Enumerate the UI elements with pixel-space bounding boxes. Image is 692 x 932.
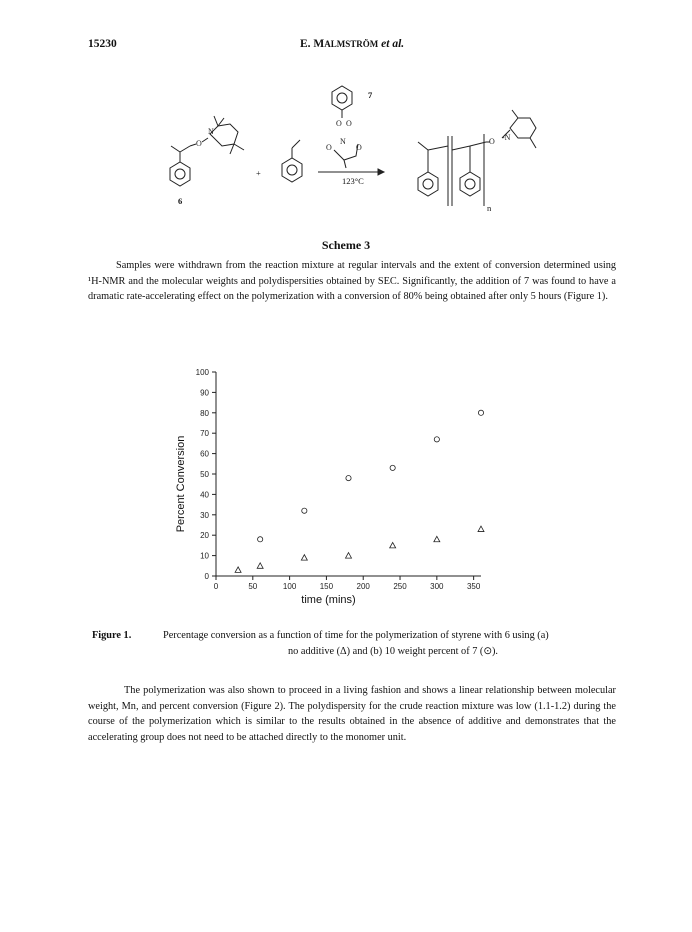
triangle-point (434, 536, 440, 542)
figure-1-caption-line-1: Percentage conversion as a function of time for the polymerization of styrene with 6 using (a) (163, 630, 549, 641)
circle-point (434, 437, 439, 442)
svg-text:O: O (196, 139, 202, 148)
triangle-point (346, 553, 352, 559)
x-axis-label: time (mins) (301, 594, 356, 606)
triangle-point (390, 542, 396, 548)
compound-7-label: 7 (368, 90, 373, 100)
svg-text:N: N (208, 127, 214, 136)
repeat-unit-n: n (487, 203, 492, 213)
circle-point (478, 410, 483, 415)
x-tick-label: 50 (248, 582, 258, 591)
svg-text:O: O (346, 119, 352, 128)
x-tick-label: 350 (466, 582, 481, 591)
x-tick-label: 250 (393, 582, 407, 591)
y-tick-label: 0 (204, 572, 209, 581)
y-tick-label: 50 (200, 470, 209, 479)
x-tick-label: 100 (282, 582, 297, 591)
paragraph-2: The polymerization was also shown to proceed in a living fashion and shows a linear relationship between molecular weight, Mn, and percent conversion (Figure 2). The polydispersity for the crude reaction mixture was low (1.1-1.2) during the course of the polymerization which is similar to the results obtained in the absence of additive and demonstrates that the accelerating group does not need to be attached directly to the monomer unit. (88, 685, 616, 743)
circle-point (302, 508, 307, 513)
y-tick-label: 40 (200, 490, 209, 500)
styrene-structure (282, 140, 302, 182)
scheme-title: Scheme 3 (321, 238, 371, 252)
svg-text:N: N (340, 137, 346, 146)
paragraph-1: Samples were withdrawn from the reaction mixture at regular intervals and the extent of conversion determined using ¹H-NMR and the molecular weights and polydispersities obtained by SEC. Significantly, the addition of 7 was found to have a dramatic rate-accelerating effect on the polymerization with a conversion of 80% being obtained after only 5 hours (Figure 1). (88, 260, 616, 303)
x-tick-label: 150 (319, 582, 334, 591)
svg-text:O: O (356, 143, 362, 152)
compound-6-label: 6 (178, 196, 183, 206)
y-tick-label: 100 (195, 368, 209, 377)
circle-point (390, 465, 395, 470)
compound-6-structure (170, 116, 244, 186)
y-tick-label: 10 (200, 551, 209, 561)
page-number: 15230 (88, 38, 117, 50)
svg-text:O: O (489, 137, 495, 146)
y-tick-label: 90 (200, 388, 209, 398)
x-tick-label: 200 (356, 582, 370, 591)
temperature-label: 123°C (342, 176, 364, 186)
running-header-smallcaps: ALMSTRÖM (324, 39, 379, 49)
y-tick-label: 20 (200, 531, 209, 541)
figure-1-caption-line-2: no additive (Δ) and (b) 10 weight percent of 7 (⊙). (288, 646, 498, 657)
x-tick-label: 300 (430, 582, 444, 591)
y-axis-label: Percent Conversion (175, 435, 187, 533)
plus-sign: + (256, 168, 261, 178)
running-header-prefix: E. M (300, 38, 325, 50)
conversion-chart (168, 360, 508, 620)
triangle-point (257, 563, 263, 569)
y-tick-label: 30 (200, 510, 209, 520)
polymer-product-structure (418, 110, 536, 206)
y-tick-label: 70 (200, 429, 209, 439)
circle-point (346, 475, 351, 480)
running-header-etal: et al. (381, 38, 405, 50)
y-tick-label: 60 (200, 449, 209, 459)
svg-text:O: O (326, 143, 332, 152)
svg-text:O: O (336, 119, 342, 128)
x-tick-label: 0 (213, 582, 219, 591)
y-tick-label: 80 (200, 408, 209, 418)
running-header (300, 38, 404, 50)
circle-point (258, 537, 263, 542)
triangle-point (301, 555, 307, 561)
svg-text:-N: -N (502, 133, 511, 142)
figure-1-label: Figure 1. (92, 630, 132, 641)
triangle-point (478, 526, 484, 532)
triangle-point (235, 567, 241, 573)
scheme-3-drawing (160, 78, 540, 228)
